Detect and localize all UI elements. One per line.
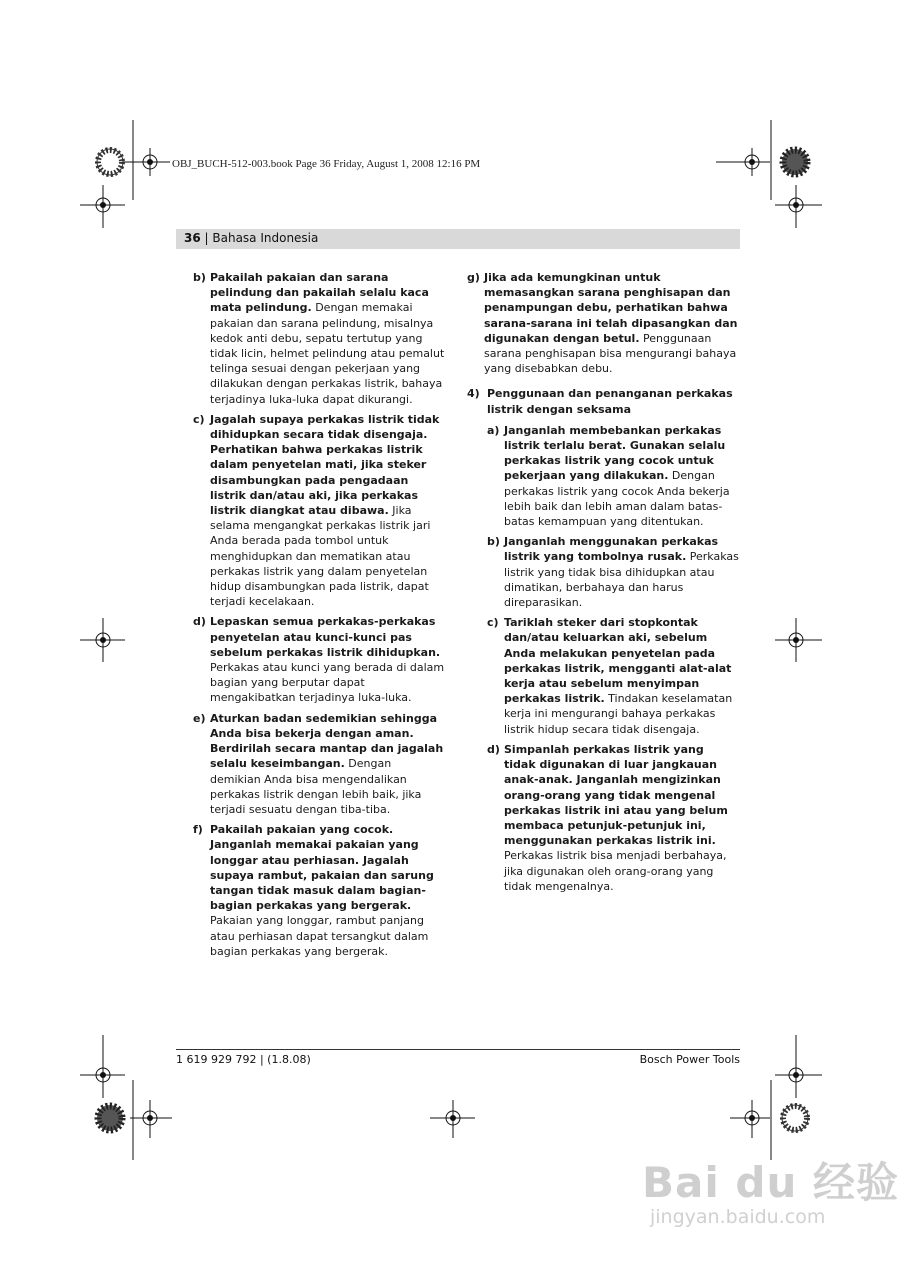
print-info-line: OBJ_BUCH-512-003.book Page 36 Friday, August 1, 2008 12:16 PM [172,158,481,170]
list-item: d) Simpanlah perkakas listrik yang tidak digunakan di luar jangkauan anak-anak. Janganlah mengizinkan orang-orang yang tidak mengenal perkakas listrik ini atau yang belum membaca petunjuk-petunjuk ini, menggunakan perkakas listrik ini. Perkakas listrik bisa menjadi berbahaya, jika digunakan oleh orang-orang yang tidak mengenalnya. [487,742,728,893]
list-item: b) Janganlah menggunakan perkakas listrik yang tombolnya rusak. Perkakas listrik yang tidak bisa dihidupkan atau dimatikan, berbahaya dan harus direparasikan. [487,535,739,610]
watermark-brand: Bai du 经验 [642,1158,899,1207]
footer-doc-number: 1 619 929 792 | (1.8.08) [176,1053,311,1066]
list-item: e) Aturkan badan sedemikian sehingga Anda bisa bekerja dengan aman. Berdirilah secara mantap dan jagalah selalu keseimbangan. Dengan demikian Anda bisa mengendalikan perkakas listrik dengan lebih baik, jika terjadi sesuatu dengan tiba-tiba. [193,711,444,816]
list-item: a) Janganlah membebankan perkakas listrik terlalu berat. Gunakan selalu perkakas listrik yang cocok untuk pekerjaan yang dilakukan. Dengan perkakas listrik yang cocok Anda bekerja lebih baik dan lebih aman dalam batas-batas kemampuan yang ditentukan. [487,423,730,529]
footer-rule [176,1049,740,1050]
header-language: Bahasa Indonesia [212,231,319,245]
header-separator: | [200,231,213,245]
right-column [467,270,739,899]
list-item: g) Jika ada kemungkinan untuk memasangkan sarana penghisapan dan penampungan debu, perhatikan bahwa sarana-sarana ini telah dipasangkan dan digunakan dengan betul. Penggunaan sarana penghisapan bisa mengurangi bahaya yang disebabkan debu. [467,271,738,376]
list-item: b) Pakailah pakaian dan sarana pelindung dan pakailah selalu kaca mata pelindung. Dengan memakai pakaian dan sarana pelindung, misalnya kedok anti debu, sepatu tertutup yang tidak licin, helmet pelindung atau pemalut telinga sesuai dengan pekerjaan yang dilakukan dengan perkakas listrik, bahaya terjadinya luka-luka dapat dikurangi. [193,271,445,406]
list-item: c) Tariklah steker dari stopkontak dan/atau keluarkan aki, sebelum Anda melakukan penyetelan pada perkakas listrik, mengganti alat-alat kerja atau sebelum menyimpan perkakas listrik. Tindakan keselamatan kerja ini mengurangi bahaya perkakas listrik hidup secara tidak disengaja. [487,616,733,736]
watermark-url: jingyan.baidu.com [650,1206,826,1228]
left-column [193,270,445,964]
page-number: 36 [184,231,201,245]
list-item: f) Pakailah pakaian yang cocok. Janganlah memakai pakaian yang longgar atau perhiasan. Jagalah supaya rambut, pakaian dan sarung tangan tidak masuk dalam bagian-bagian perkakas yang bergerak. Pakaian yang longgar, rambut panjang atau perhiasan dapat tersangkut dalam bagian perkakas yang bergerak. [193,823,434,958]
list-item: d) Lepaskan semua perkakas-perkakas penyetelan atau kunci-kunci pas sebelum perkakas listrik dihidupkan. Perkakas atau kunci yang berada di dalam bagian yang berputar dapat mengakibatkan terjadinya luka-luka. [193,615,445,705]
baidu-watermark [642,1150,899,1270]
section-heading: 4) Penggunaan dan penanganan perkakas listrik dengan seksama [467,387,733,416]
page-header [176,229,740,249]
list-item: c) Jagalah supaya perkakas listrik tidak dihidupkan secara tidak disengaja. Perhatikan bahwa perkakas listrik dalam penyetelan mati, jika steker disambungkan pada pengadaan listrik dan/atau aki, jika perkakas listrik diangkat atau dibawa. Jika selama mengangkat perkakas listrik jari Anda berada pada tombol untuk menghidupkan dan mematikan atau perkakas listrik yang dalam penyetelan hidup disambungkan pada listrik, dapat terjadi kecelakaan. [193,412,440,609]
footer-brand: Bosch Power Tools [639,1053,740,1066]
